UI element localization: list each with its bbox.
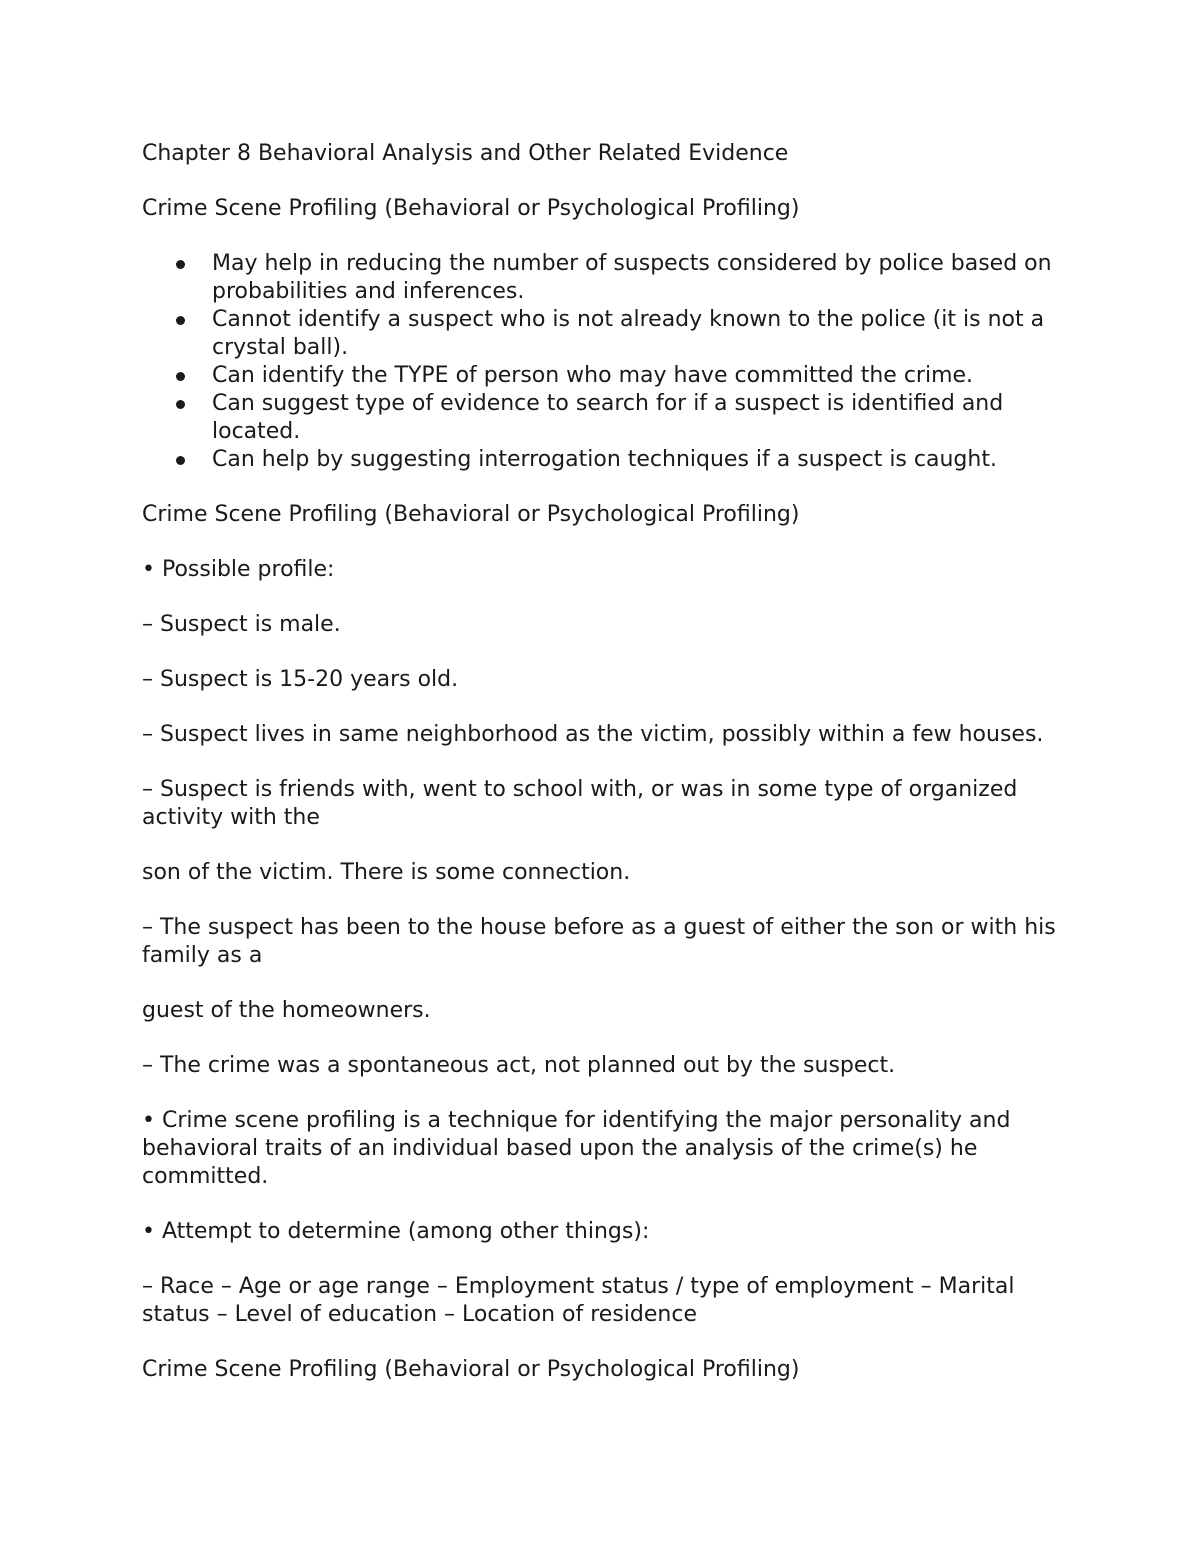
bullet-list — [142, 250, 1062, 474]
paragraph: – Suspect lives in same neighborhood as the victim, possibly within a few houses. — [142, 722, 1044, 747]
bullet-icon — [176, 456, 185, 465]
bullet-icon — [176, 400, 185, 409]
bullet-icon — [176, 260, 185, 269]
list-item — [142, 390, 1062, 446]
list-item — [142, 250, 1062, 306]
list-item — [142, 306, 1062, 362]
document-page — [142, 140, 1062, 1411]
paragraph: – Race – Age or age range – Employment status / type of employment – Marital status – Level of education – Location of residence — [142, 1274, 1015, 1327]
list-item-text: Can suggest type of evidence to search for if a suspect is identified and located. — [212, 391, 1004, 444]
paragraph: – The suspect has been to the house before as a guest of either the son or with his family as a — [142, 915, 1056, 968]
section-heading: Crime Scene Profiling (Behavioral or Psychological Profiling) — [142, 1357, 800, 1382]
list-item-text: May help in reducing the number of suspects considered by police based on probabilities and inferences. — [212, 251, 1052, 304]
list-item-text: Can identify the TYPE of person who may have committed the crime. — [212, 363, 974, 388]
paragraph: guest of the homeowners. — [142, 998, 431, 1023]
list-item — [142, 362, 1062, 390]
paragraph: • Attempt to determine (among other things): — [142, 1219, 650, 1244]
document-title: Chapter 8 Behavioral Analysis and Other Related Evidence — [142, 141, 789, 166]
paragraph: • Crime scene profiling is a technique for identifying the major personality and behavioral traits of an individual based upon the analysis of the crime(s) he committed. — [142, 1108, 1011, 1189]
section-heading: Crime Scene Profiling (Behavioral or Psychological Profiling) — [142, 502, 800, 527]
section-heading: Crime Scene Profiling (Behavioral or Psychological Profiling) — [142, 196, 800, 221]
bullet-icon — [176, 316, 185, 325]
list-item — [142, 446, 1062, 474]
paragraph: – Suspect is 15-20 years old. — [142, 667, 459, 692]
paragraph: – Suspect is male. — [142, 612, 341, 637]
list-item-text: Can help by suggesting interrogation techniques if a suspect is caught. — [212, 447, 997, 472]
list-item-text: Cannot identify a suspect who is not already known to the police (it is not a crystal ball). — [212, 307, 1045, 360]
paragraph: son of the victim. There is some connection. — [142, 860, 631, 885]
paragraph: • Possible profile: — [142, 557, 335, 582]
paragraph: – Suspect is friends with, went to school with, or was in some type of organized activity with the — [142, 777, 1018, 830]
bullet-icon — [176, 372, 185, 381]
paragraph: – The crime was a spontaneous act, not planned out by the suspect. — [142, 1053, 896, 1078]
